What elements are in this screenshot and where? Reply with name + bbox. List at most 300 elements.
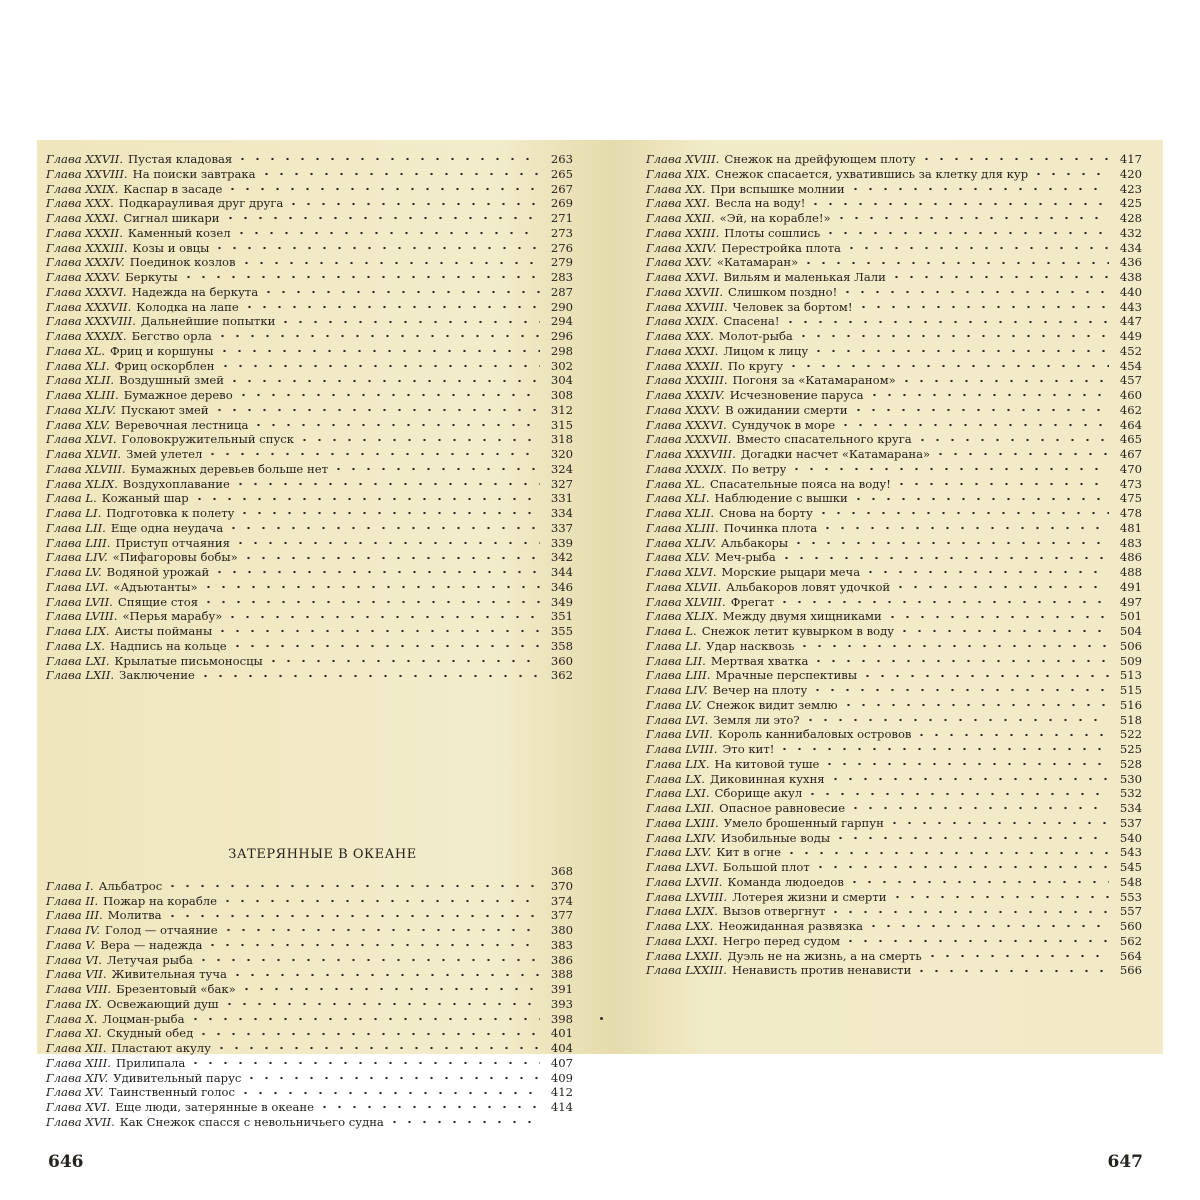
chapter-title: Мрачные перспективы	[715, 668, 858, 683]
dot-leader	[885, 615, 1109, 619]
page-ref: 276	[550, 240, 573, 255]
page-ref: 391	[550, 982, 573, 996]
chapter-title: Король каннибаловых островов	[717, 727, 912, 742]
chapter-title: Крылатые письмоносцы	[114, 653, 263, 668]
dot-leader	[244, 1076, 540, 1080]
chapter-number: Глава XXV.	[646, 255, 712, 270]
page-ref: 339	[550, 535, 573, 550]
dot-leader	[225, 615, 540, 619]
chapter-title: Надпись на кольце	[109, 638, 227, 653]
chapter-number: Глава XV.	[46, 1085, 104, 1100]
chapter-title: Вместо спасательного круга	[736, 432, 912, 447]
page-ref: 414	[550, 1100, 573, 1114]
chapter-number: Глава XL.	[646, 476, 705, 491]
chapter-title: Приступ отчаяния	[115, 535, 230, 550]
chapter-title: Надежда на беркута	[131, 284, 259, 299]
chapter-number: Глава LI.	[646, 638, 702, 653]
dot-leader	[777, 747, 1109, 751]
dot-leader	[866, 924, 1109, 928]
chapter-number: Глава IX.	[46, 996, 102, 1011]
dot-leader	[221, 928, 540, 932]
page-ref: 515	[1119, 683, 1142, 697]
dot-leader	[843, 939, 1109, 943]
chapter-title: «Адъютанты»	[113, 579, 198, 594]
page-ref: 342	[550, 550, 573, 565]
chapter-number: Глава LIV.	[646, 683, 708, 697]
dot-leader	[838, 423, 1109, 427]
chapter-number: Глава LV.	[46, 565, 102, 579]
chapter-number: Глава XLIV.	[46, 402, 116, 417]
chapter-title: При вспышке молнии	[710, 181, 845, 196]
toc-entry	[646, 786, 1142, 801]
chapter-number: Глава LII.	[646, 653, 706, 668]
chapter-title: Большой плот	[722, 860, 810, 874]
chapter-title: «Перья марабу»	[122, 609, 223, 624]
chapter-title: Фриц оскорблен	[114, 358, 215, 373]
chapter-number: Глава XXXI.	[646, 343, 719, 358]
toc-entry	[646, 713, 1142, 728]
chapter-title: Погоня за «Катамараном»	[732, 373, 896, 388]
toc-entry	[646, 536, 1142, 551]
page-ref: 315	[550, 417, 573, 432]
chapter-number: Глава LI.	[46, 506, 102, 520]
chapter-number: Глава LXIII.	[646, 815, 719, 830]
chapter-title: Спящие стоя	[117, 594, 199, 609]
page-ref: 478	[1119, 506, 1142, 520]
dot-leader	[925, 954, 1109, 958]
page-ref: 334	[550, 506, 573, 520]
toc-entry	[46, 1056, 573, 1071]
chapter-title: Головокружительный спуск	[121, 432, 295, 447]
dot-leader	[899, 379, 1109, 383]
chapter-number: Глава XXXIX.	[646, 461, 727, 476]
chapter-number: Глава LX.	[646, 771, 705, 786]
page-ref: 534	[1119, 801, 1142, 815]
chapter-title: Исчезновение паруса	[729, 388, 864, 402]
page-ref: 265	[550, 166, 573, 181]
toc-entry	[46, 565, 573, 580]
chapter-title: Бумажное дерево	[123, 388, 233, 402]
page-ref: 409	[550, 1070, 573, 1085]
dot-leader	[779, 556, 1109, 560]
page-ref: 370	[550, 878, 573, 893]
toc-entry	[46, 359, 573, 374]
chapter-title: Подкарауливая друг друга	[118, 196, 284, 211]
chapter-number: Глава V.	[46, 937, 96, 952]
chapter-number: Глава XX.	[646, 181, 706, 196]
dot-leader	[801, 261, 1109, 265]
page-ref: 540	[1119, 830, 1142, 845]
chapter-number: Глава LV.	[646, 697, 702, 712]
toc-entry	[646, 860, 1142, 875]
chapter-title: Молитва	[107, 908, 162, 923]
dot-leader	[201, 585, 540, 589]
chapter-title: Пожар на корабле	[103, 893, 218, 908]
dot-leader	[841, 703, 1109, 707]
dot-leader	[797, 644, 1109, 648]
left-page	[37, 140, 608, 1172]
dot-leader	[791, 541, 1109, 545]
page-ref: 362	[550, 668, 573, 683]
toc-entry	[646, 388, 1142, 403]
dot-leader	[212, 408, 540, 412]
page-ref: 557	[1119, 904, 1142, 919]
toc-entry	[646, 801, 1142, 816]
page-ref: 273	[550, 225, 573, 240]
chapter-title: Колодка на лапе	[136, 299, 239, 314]
chapter-title: Аисты пойманы	[114, 624, 213, 638]
dot-leader	[914, 969, 1109, 973]
page-ref: 407	[550, 1055, 573, 1070]
chapter-number: Глава XXXVI.	[646, 417, 727, 432]
page-ref: 513	[1119, 668, 1142, 683]
page-ref: 283	[550, 270, 573, 284]
page-number-right: 647	[1107, 1152, 1143, 1172]
toc-entry	[46, 462, 573, 477]
chapter-title: Альбатрос	[98, 878, 163, 893]
chapter-title: Поединок козлов	[129, 255, 236, 270]
chapter-number: Глава XXI.	[646, 196, 711, 211]
page-ref: 506	[1119, 638, 1142, 653]
dot-leader	[220, 899, 540, 903]
dot-leader	[860, 674, 1109, 678]
gutter-mark	[600, 1017, 603, 1020]
toc-entry	[646, 550, 1142, 565]
dot-leader	[218, 364, 540, 368]
toc-entry	[46, 226, 573, 241]
toc-entry	[46, 668, 573, 683]
chapter-title: «Эй, на корабле!»	[719, 211, 831, 225]
toc-entry	[646, 373, 1142, 388]
chapter-title: Змей улетел	[126, 447, 203, 461]
page-ref: 528	[1119, 756, 1142, 771]
page-ref: 401	[550, 1026, 573, 1041]
chapter-number: Глава LXV.	[646, 845, 712, 860]
toc-entry	[46, 1100, 573, 1115]
page-ref: 318	[550, 432, 573, 447]
toc-entry	[46, 285, 573, 300]
toc-entry	[46, 300, 573, 315]
page-ref: 425	[1119, 196, 1142, 211]
toc-entry	[46, 953, 573, 968]
chapter-number: Глава LVIII.	[46, 609, 118, 624]
chapter-title: Летучая рыба	[106, 952, 193, 967]
chapter-number: Глава VI.	[46, 952, 102, 967]
chapter-number: Глава L.	[46, 491, 97, 506]
chapter-title: Опасное равновесие	[719, 801, 846, 815]
toc-entry	[46, 432, 573, 447]
dot-leader	[165, 914, 540, 918]
chapter-number: Глава XLII.	[46, 373, 115, 388]
page-ref: 374	[550, 893, 573, 908]
chapter-title: Вера — надежда	[100, 937, 203, 952]
page-ref: 346	[550, 579, 573, 594]
dot-leader	[387, 1120, 540, 1124]
chapter-title: Земля ли это?	[713, 712, 800, 727]
toc-entry	[646, 949, 1142, 964]
dot-leader	[196, 958, 540, 962]
chapter-title: Снежок летит кувырком в воду	[701, 624, 895, 638]
page-ref: 483	[1119, 535, 1142, 550]
toc-entry	[46, 182, 573, 197]
dot-leader	[251, 423, 540, 427]
page-ref: 438	[1119, 270, 1142, 284]
dot-leader	[933, 452, 1109, 456]
page-ref: 436	[1119, 255, 1142, 270]
chapter-title: Таинственный голос	[108, 1085, 235, 1100]
chapter-title: Лоцман-рыба	[102, 1011, 185, 1026]
chapter-number: Глава XLVII.	[646, 579, 722, 594]
chapter-number: Глава XLIII.	[646, 520, 719, 535]
chapter-title: Плоты сошлись	[724, 225, 821, 240]
chapter-number: Глава XIX.	[646, 166, 711, 181]
dot-leader	[844, 246, 1109, 250]
dot-leader	[212, 246, 540, 250]
page-ref: 393	[550, 996, 573, 1011]
dot-leader	[777, 600, 1109, 604]
chapter-title: Неожиданная развязка	[718, 919, 863, 933]
dot-leader	[215, 334, 540, 338]
toc-entry	[46, 196, 573, 211]
chapter-number: Глава XIII.	[46, 1055, 111, 1070]
toc-entry	[46, 388, 573, 403]
chapter-number: Глава XLVIII.	[46, 461, 126, 476]
chapter-number: Глава XXXVII.	[646, 432, 732, 447]
dot-leader	[227, 379, 540, 383]
chapter-number: Глава LXI.	[646, 786, 710, 801]
dot-leader	[266, 659, 540, 663]
toc-entry	[646, 580, 1142, 595]
chapter-number: Глава XXVI.	[646, 270, 719, 284]
dot-leader	[811, 349, 1109, 353]
dot-leader	[201, 600, 540, 604]
page-ref: 368	[550, 864, 573, 878]
dot-leader	[259, 172, 540, 176]
toc-entry	[646, 831, 1142, 846]
page-ref: 263	[550, 152, 573, 166]
dot-leader	[192, 497, 540, 501]
page-ref: 349	[550, 594, 573, 609]
chapter-number: Глава LXI.	[46, 653, 110, 668]
chapter-number: Глава XXVII.	[46, 152, 124, 166]
chapter-number: Глава XXIV.	[646, 240, 717, 255]
page-ref: 434	[1119, 240, 1142, 255]
toc-entry	[646, 432, 1142, 447]
chapter-title: Удар насквозь	[706, 638, 795, 653]
dot-leader	[233, 541, 540, 545]
chapter-title: Между двумя хищниками	[722, 609, 882, 624]
toc-entry	[646, 683, 1142, 698]
page-ref: 560	[1119, 919, 1142, 933]
page-ref: 440	[1119, 284, 1142, 299]
toc-entry	[646, 742, 1142, 757]
chapter-title: Вильям и маленькая Лали	[723, 270, 886, 284]
dot-leader	[236, 393, 540, 397]
chapter-number: Глава XXVIII.	[646, 299, 728, 314]
dot-leader	[848, 806, 1109, 810]
chapter-title: Водяной урожай	[106, 565, 210, 579]
toc-entry	[46, 1041, 573, 1056]
chapter-number: Глава XLIX.	[646, 609, 718, 624]
toc-entry	[46, 595, 573, 610]
page-ref: 420	[1119, 166, 1142, 181]
chapter-title: Удивительный парус	[113, 1070, 242, 1085]
page-ref: 267	[550, 181, 573, 196]
toc-list-right	[646, 152, 1142, 978]
toc-entry	[646, 491, 1142, 506]
toc-entry	[646, 727, 1142, 742]
toc-entry	[646, 595, 1142, 610]
dot-leader	[851, 408, 1109, 412]
toc-entry	[646, 624, 1142, 639]
chapter-title: Человек за бортом!	[732, 299, 853, 314]
dot-leader	[816, 511, 1109, 515]
toc-entry	[646, 816, 1142, 831]
page-ref: 543	[1119, 845, 1142, 860]
toc-entry	[46, 167, 573, 182]
page-ref: 447	[1119, 314, 1142, 329]
dot-leader	[239, 987, 540, 991]
page-ref: 470	[1119, 461, 1142, 476]
dot-leader	[810, 688, 1109, 692]
chapter-number: Глава XXXVI.	[46, 284, 127, 299]
page-ref: 475	[1119, 491, 1142, 506]
toc-entry	[646, 418, 1142, 433]
page-ref: 460	[1119, 388, 1142, 402]
chapter-number: Глава VIII.	[46, 982, 112, 996]
toc-entry	[646, 255, 1142, 270]
chapter-number: Глава LVIII.	[646, 742, 718, 756]
page-ref: 428	[1119, 211, 1142, 225]
dot-leader	[897, 629, 1109, 633]
dot-leader	[803, 718, 1109, 722]
toc-entry	[646, 314, 1142, 329]
toc-entry	[646, 403, 1142, 418]
dot-leader	[914, 733, 1109, 737]
chapter-number: Глава XLIX.	[46, 476, 118, 491]
dot-leader	[894, 482, 1109, 486]
dot-leader	[784, 851, 1109, 855]
chapter-number: Глава XXX.	[46, 196, 114, 211]
chapter-number: Глава I.	[46, 878, 94, 893]
toc-entry	[46, 447, 573, 462]
chapter-title: Изобильные воды	[720, 830, 831, 845]
toc-entry	[646, 329, 1142, 344]
dot-leader	[783, 320, 1109, 324]
toc-entry	[646, 875, 1142, 890]
dot-leader	[278, 320, 540, 324]
page-ref: 509	[1119, 653, 1142, 668]
toc-entry	[46, 894, 573, 909]
toc-entry	[46, 536, 573, 551]
chapter-number: Глава X.	[46, 1011, 98, 1026]
dot-leader	[222, 1002, 540, 1006]
page-ref: 331	[550, 491, 573, 506]
chapter-title: Снежок спасается, ухватившись за клетку для кур	[715, 166, 1029, 181]
chapter-number: Глава LXXII.	[646, 948, 723, 963]
toc-entry	[646, 919, 1142, 934]
dot-leader	[820, 526, 1109, 530]
chapter-title: Как Снежок спасся с невольничьего судна	[119, 1114, 384, 1129]
chapter-title: Сигнал шикари	[123, 211, 220, 225]
toc-list-section	[46, 864, 573, 1130]
chapter-title: Диковинная кухня	[709, 771, 825, 786]
page-ref: 518	[1119, 712, 1142, 727]
chapter-number: Глава XXXVII.	[46, 299, 132, 314]
toc-entry	[46, 1115, 573, 1130]
chapter-title: Слишком поздно!	[728, 284, 838, 299]
chapter-title: По ветру	[731, 461, 787, 476]
dot-leader	[786, 364, 1109, 368]
dot-leader	[840, 290, 1109, 294]
chapter-title: Умело брошенный гарпун	[723, 815, 884, 830]
chapter-title: Лицом к лицу	[723, 343, 809, 358]
dot-leader	[297, 438, 540, 442]
page-ref: 294	[550, 314, 573, 329]
dot-leader	[317, 1105, 540, 1109]
page-ref: 417	[1119, 152, 1142, 166]
toc-entry	[646, 904, 1142, 919]
toc-entry	[46, 624, 573, 639]
page-ref: 473	[1119, 476, 1142, 491]
dot-leader	[848, 187, 1109, 191]
chapter-title: Освежающий душ	[106, 996, 219, 1011]
chapter-number: Глава LVI.	[646, 712, 709, 727]
toc-entry	[646, 462, 1142, 477]
dot-leader	[223, 216, 540, 220]
chapter-number: Глава LVII.	[646, 727, 713, 742]
page-ref: 271	[550, 211, 573, 225]
chapter-number: Глава LXIX.	[646, 904, 718, 919]
page-ref: 564	[1119, 948, 1142, 963]
dot-leader	[808, 202, 1109, 206]
page-ref: 337	[550, 520, 573, 535]
chapter-title: Живительная туча	[111, 967, 227, 982]
chapter-number: Глава LIX.	[46, 624, 110, 638]
toc-entry	[46, 521, 573, 536]
page-ref: 464	[1119, 417, 1142, 432]
chapter-number: Глава LIX.	[646, 756, 710, 771]
toc-entry	[46, 241, 573, 256]
toc-entry	[646, 211, 1142, 226]
dot-leader	[212, 570, 540, 574]
chapter-number: Глава LIII.	[646, 668, 711, 683]
page-ref: 516	[1119, 697, 1142, 712]
chapter-title: На китовой туше	[714, 756, 820, 771]
chapter-number: Глава XLII.	[646, 506, 715, 520]
page-ref: 386	[550, 952, 573, 967]
toc-entry	[646, 609, 1142, 624]
page-ref: 320	[550, 447, 573, 461]
chapter-title: Наблюдение с вышки	[714, 491, 848, 506]
toc-entry	[646, 772, 1142, 787]
chapter-number: Глава LXII.	[46, 668, 115, 683]
toc-entry	[646, 757, 1142, 772]
toc-entry	[646, 668, 1142, 683]
dot-leader	[165, 884, 540, 888]
chapter-title: Прилипала	[116, 1055, 186, 1070]
dot-leader	[286, 202, 540, 206]
chapter-number: Глава XVIII.	[646, 152, 720, 166]
chapter-title: Снежок на дрейфующем плоту	[724, 152, 916, 166]
chapter-title: Альбакоры	[720, 535, 789, 550]
chapter-number: Глава LXXIII.	[646, 963, 727, 978]
page-ref: 351	[550, 609, 573, 624]
toc-entry	[46, 329, 573, 344]
dot-leader	[890, 895, 1110, 899]
chapter-title: Перестройка плота	[721, 240, 841, 255]
chapter-title: Скудный обед	[106, 1026, 194, 1041]
